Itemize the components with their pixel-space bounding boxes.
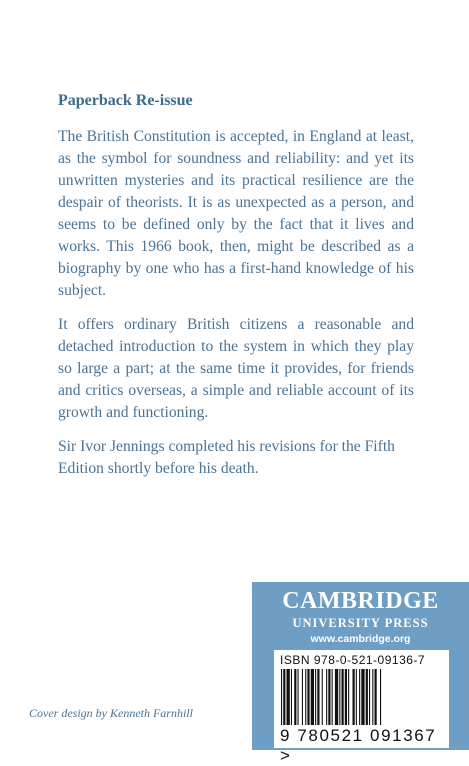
isbn-label: ISBN 978-0-521-09136-7 — [280, 653, 426, 667]
publisher-box — [252, 582, 469, 765]
publisher-name: CAMBRIDGE — [282, 588, 439, 614]
blurb-paragraph-2: It offers ordinary British citizens a reasonable and detached introduction to the system in which they play so large a part; at the same time it provides, for friends and critics overseas, a simple and reliable account of its growth and functioning. — [58, 316, 414, 421]
barcode-icon — [280, 669, 443, 727]
barcode-digits: 9 780521 091367 > — [280, 726, 437, 765]
blurb-text — [58, 126, 414, 492]
blurb-paragraph-1: The British Constitution is accepted, in England at least, as the symbol for soundness and reliability: and yet its unwritten mysteries and its practical resilience are the despair of theorists. It is as unexpected as a person, and seems to be defined only by the fact that it lives and works. This 1966 book, then, might be described as a biography by one who has a first-hand knowledge of his subject. — [58, 128, 414, 299]
cover-design-credit: Cover design by Kenneth Farnhill — [29, 706, 193, 720]
section-heading: Paperback Re-issue — [58, 92, 193, 109]
barcode-panel — [274, 650, 449, 765]
blurb-paragraph-3: Sir Ivor Jennings completed his revisions for the Fifth Edition shortly before his death. — [58, 438, 395, 477]
publisher-url: www.cambridge.org — [310, 633, 411, 645]
publisher-subtitle: UNIVERSITY PRESS — [292, 616, 429, 630]
